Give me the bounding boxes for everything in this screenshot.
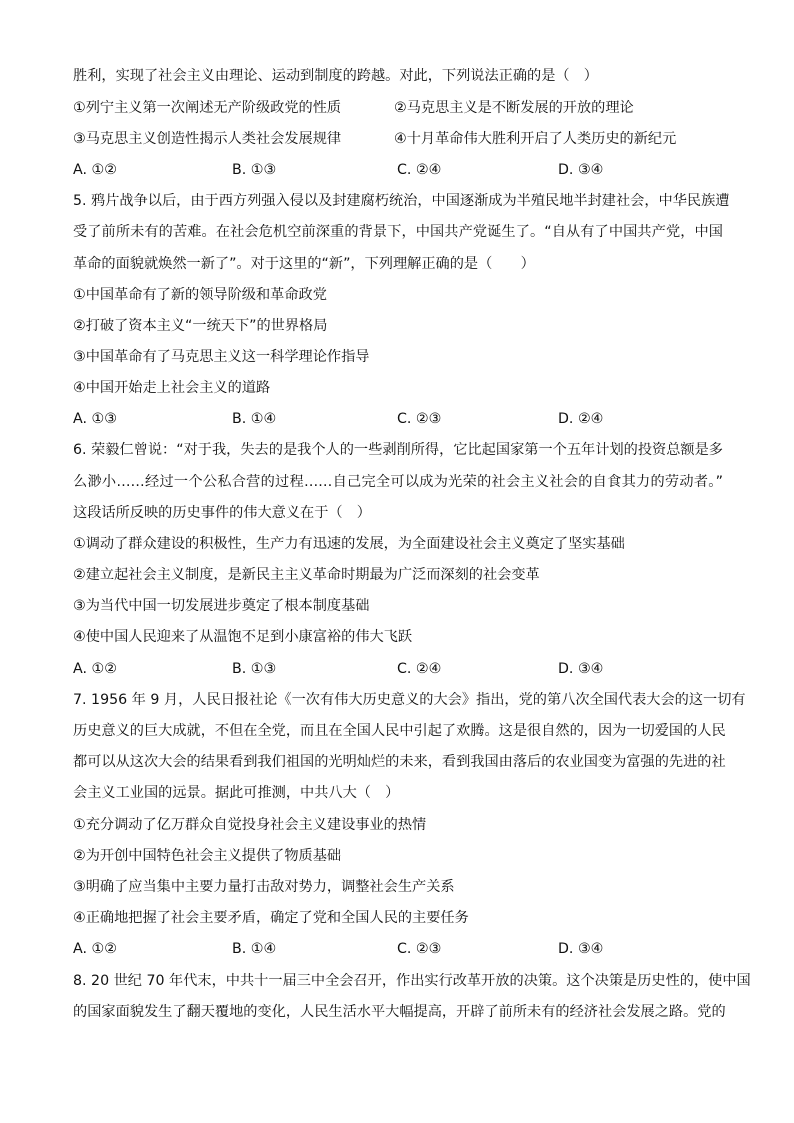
q6-stem-line-3: 这段话所反映的历史事件的伟大意义在于（ ） <box>73 505 371 521</box>
q7-stem-line-2: 历史意义的巨大成就，不但在全党，而且在全国人民中引起了欢腾。这是很自然的，因为一切爱国的人民 <box>73 723 726 739</box>
q5-statement-3: ③中国革命有了马克思主义这一科学理论作指导 <box>73 349 370 365</box>
q7-option-c: C. ②③ <box>397 941 442 957</box>
q4-stem-line-1: 胜利，实现了社会主义由理论、运动到制度的跨越。对此，下列说法正确的是（ ） <box>73 68 598 84</box>
q5-option-c: C. ②③ <box>397 411 442 427</box>
q4-statement-3: ③马克思主义创造性揭示人类社会发展规律 <box>73 131 342 147</box>
q6-stem-line-2: 么渺小……经过一个公私合营的过程……自己完全可以成为光荣的社会主义社会的自食其力的劳动者。” <box>73 474 723 490</box>
q4-statement-4: ④十月革命伟大胜利开启了人类历史的新纪元 <box>394 131 677 147</box>
q7-stem-line-1: 7. 1956 年 9 月，人民日报社论《一次有伟大历史意义的大会》指出，党的第八次全国代表大会的这一切有 <box>73 692 746 708</box>
q7-option-d: D. ③④ <box>558 941 604 957</box>
q8-stem-line-2: 的国家面貌发生了翻天覆地的变化，人民生活水平大幅提高，开辟了前所未有的经济社会发展之路。党的 <box>73 1004 726 1020</box>
q4-option-d: D. ③④ <box>558 162 604 178</box>
q8-stem-line-1: 8. 20 世纪 70 年代末，中共十一届三中全会召开，作出实行改革开放的决策。这个决策是历史性的，使中国 <box>73 973 751 989</box>
q6-statement-4: ④使中国人民迎来了从温饱不足到小康富裕的伟大飞跃 <box>73 629 413 645</box>
q7-stem-line-4: 会主义工业国的远景。据此可推测，中共八大（ ） <box>73 785 400 801</box>
q7-stem-line-3: 都可以从这次大会的结果看到我们祖国的光明灿烂的未来，看到我国由落后的农业国变为富强的先进的社 <box>73 754 726 770</box>
q6-option-a: A. ①② <box>73 661 117 677</box>
q5-option-b: B. ①④ <box>232 411 277 427</box>
q7-statement-4: ④正确地把握了社会主要矛盾，确定了党和全国人民的主要任务 <box>73 910 469 926</box>
q4-statement-2: ②马克思主义是不断发展的开放的理论 <box>394 100 634 116</box>
q5-statement-4: ④中国开始走上社会主义的道路 <box>73 380 271 396</box>
q4-statement-1: ①列宁主义第一次阐述无产阶级政党的性质 <box>73 100 342 116</box>
q7-statement-2: ②为开创中国特色社会主义提供了物质基础 <box>73 848 342 864</box>
q5-stem-line-1: 5. 鸦片战争以后，由于西方列强入侵以及封建腐朽统治，中国逐渐成为半殖民地半封建社会，中华民族遭 <box>73 193 730 209</box>
q7-option-a: A. ①② <box>73 941 117 957</box>
q4-option-b: B. ①③ <box>232 162 277 178</box>
q7-statement-3: ③明确了应当集中主要力量打击敌对势力，调整社会生产关系 <box>73 879 455 895</box>
q7-statement-1: ①充分调动了亿万群众自觉投身社会主义建设事业的热情 <box>73 817 427 833</box>
q6-statement-2: ②建立起社会主义制度，是新民主主义革命时期最为广泛而深刻的社会变革 <box>73 567 540 583</box>
q5-stem-line-3: 革命的面貌就焕然一新了”。对于这里的“新”，下列理解正确的是（ ） <box>73 256 535 272</box>
q5-statement-2: ②打破了资本主义“一统天下”的世界格局 <box>73 318 328 334</box>
q5-option-d: D. ②④ <box>558 411 604 427</box>
q6-statement-1: ①调动了群众建设的积极性，生产力有迅速的发展，为全面建设社会主义奠定了坚实基础 <box>73 536 625 552</box>
q5-option-a: A. ①③ <box>73 411 117 427</box>
q6-option-d: D. ③④ <box>558 661 604 677</box>
q7-option-b: B. ①④ <box>232 941 277 957</box>
q6-stem-line-1: 6. 荣毅仁曾说：“对于我，失去的是我个人的一些剥削所得，它比起国家第一个五年计划的投资总额是多 <box>73 442 723 458</box>
q6-option-b: B. ①③ <box>232 661 277 677</box>
q5-stem-line-2: 受了前所未有的苦难。在社会危机空前深重的背景下，中国共产党诞生了。“自从有了中国共产党，中国 <box>73 224 723 240</box>
q5-statement-1: ①中国革命有了新的领导阶级和革命政党 <box>73 287 327 303</box>
q4-option-a: A. ①② <box>73 162 117 178</box>
q4-option-c: C. ②④ <box>397 162 442 178</box>
q6-option-c: C. ②④ <box>397 661 442 677</box>
q6-statement-3: ③为当代中国一切发展进步奠定了根本制度基础 <box>73 598 370 614</box>
